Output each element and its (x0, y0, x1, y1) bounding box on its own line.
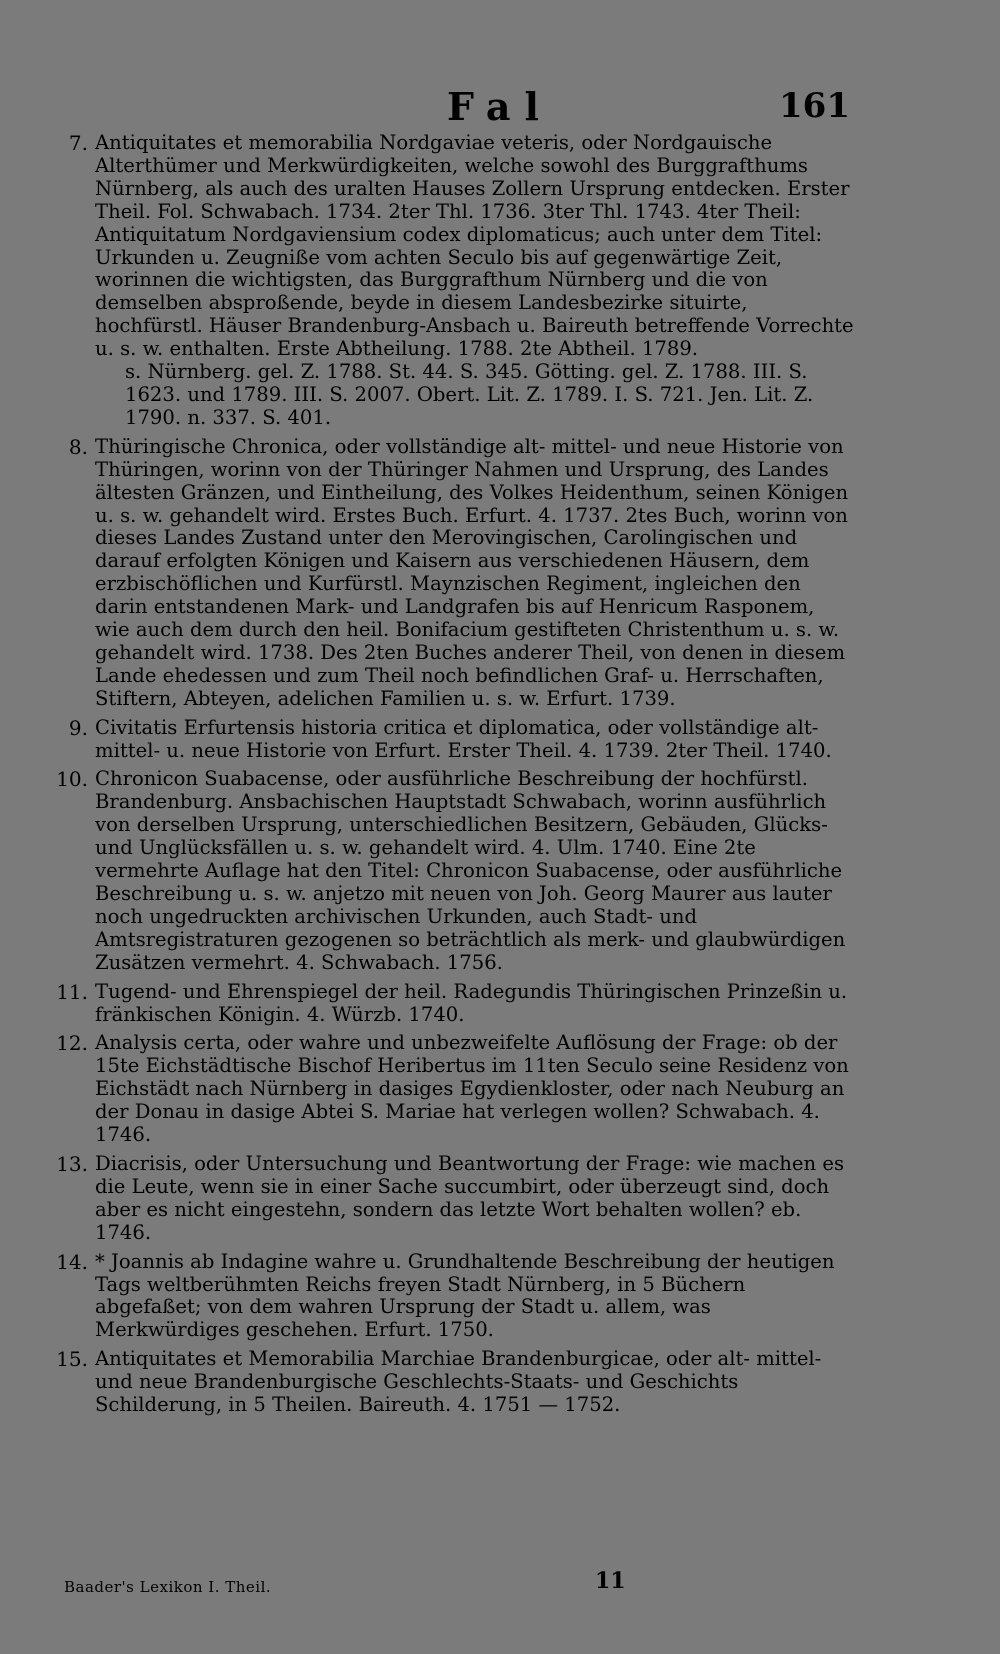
entry-number: 10. (56, 767, 88, 792)
bibliography-list (40, 132, 855, 1423)
entry-text: Civitatis Erfurtensis historia critica et diplomatica, oder vollständige alt- mittel- u. neue Historie von Erfurt. Erster Theil. 4. 1739. 2ter Theil. 1740. (95, 715, 832, 762)
page-number: 161 (779, 86, 850, 126)
entry-text: Chronicon Suabacense, oder ausführliche Beschreibung der hochfürstl. Brandenburg. Ansbachischen Hauptstadt Schwabach, worinn ausführlich von derselben Ursprung, unterschiedlichen Besitzern, Gebäuden, Glücks- und Unglücksfällen u. s. w. gehandelt wird. 4. Ulm. 1740. Eine 2te vermehrte Auflage hat den Titel: Chronicon Suabacense, oder ausführliche Beschreibung u. s. w. anjetzo mit neuen von Joh. Georg Maurer aus lauter noch ungedruckten archivischen Urkunden, auch Stadt- und Amtsregistraturen gezogenen so beträchtlich als merk- und glaubwürdigen Zusätzen vermehrt. 4. Schwabach. 1756. (95, 767, 846, 974)
entry-number: 11. (56, 979, 88, 1004)
entry-text: Tugend- und Ehrenspiegel der heil. Radegundis Thüringischen Prinzeßin u. fränkischen Königin. 4. Würzb. 1740. (95, 979, 848, 1026)
entry-10 (40, 768, 855, 974)
entry-text: Diacrisis, oder Untersuchung und Beantwortung der Frage: wie machen es die Leute, wenn sie in einer Sache succumbirt, oder überzeugt sind, doch aber es nicht eingestehn, sondern das letzte Wort behalten wollen? eb. 1746. (95, 1151, 845, 1244)
entry-13 (40, 1153, 855, 1245)
entry-7 (40, 132, 855, 430)
entry-text: Analysis certa, oder wahre und unbezweifelte Auflösung der Frage: ob der 15te Eichstädtische Bischof Heribertus im 11ten Seculo seine Residenz von Eichstädt nach Nürnberg in dasiges Egydienkloster, oder nach Neuburg an der Donau in dasige Abtei S. Mariae hat verlegen wollen? Schwabach. 4. 1746. (95, 1031, 849, 1147)
entry-9 (40, 717, 855, 763)
entry-number: 7. (68, 131, 88, 155)
entry-number: 13. (56, 1151, 88, 1176)
entry-8 (40, 436, 855, 711)
running-head: Fal (447, 84, 553, 129)
sheet-number: 11 (595, 1568, 626, 1594)
entry-12 (40, 1032, 855, 1147)
entry-number: 14. (56, 1249, 88, 1274)
printer-signature: Baader's Lexikon I. Theil. (64, 1578, 272, 1596)
entry-number: 12. (56, 1031, 88, 1056)
entry-text: Antiquitates et memorabilia Nordgaviae veteris, oder Nordgauische Alterthümer und Merkwürdigkeiten, welche sowohl des Burggrafthums Nürnberg, als auch des uralten Hauses Zollern Ursprung entdecken. Erster Theil. Fol. Schwabach. 1734. 2ter Thl. 1736. 3ter Thl. 1743. 4ter Theil: Antiquitatum Nordgaviensium codex diplomaticus; auch unter dem Titel: Urkunden u. Zeugniße vom achten Seculo bis auf gegenwärtige Zeit, worinnen die wichtigsten, das Burggrafthum Nürnberg und die von demselben absproßende, beyde in diesem Landesbezirke situirte, hochfürstl. Häuser Brandenburg-Ansbach u. Baireuth betreffende Vorrechte u. s. w. enthalten. Erste Abtheilung. 1788. 2te Abtheil. 1789. (95, 131, 854, 361)
entry-number: 15. (56, 1347, 88, 1372)
entry-text: Antiquitates et Memorabilia Marchiae Brandenburgicae, oder alt- mittel- und neue Brandenburgische Geschlechts-Staats- und Geschichts Schilderung, in 5 Theilen. Baireuth. 4. 1751 — 1752. (95, 1347, 822, 1417)
entry-text: * Joannis ab Indagine wahre u. Grundhaltende Beschreibung der heutigen Tags weltberühmten Reichs freyen Stadt Nürnberg, in 5 Büchern abgefaßet; von dem wahren Ursprung der Stadt u. allem, was Merkwürdiges geschehen. Erfurt. 1750. (95, 1249, 835, 1342)
entry-11 (40, 981, 855, 1027)
entry-14 (40, 1251, 855, 1343)
entry-number: 9. (68, 715, 88, 740)
entry-15 (40, 1348, 855, 1417)
entry-text: Thüringische Chronica, oder vollständige alt- mittel- und neue Historie von Thüringen, worinn von der Thüringer Nahmen und Ursprung, des Landes ältesten Gränzen, und Eintheilung, des Volkes Heidenthum, seinen Königen u. s. w. gehandelt wird. Erstes Buch. Erfurt. 4. 1737. 2tes Buch, worinn von dieses Landes Zustand unter den Merovingischen, Carolingischen und darauf erfolgten Königen und Kaisern aus verschiedenen Häusern, dem erzbischöflichen und Kurfürstl. Maynzischen Regiment, ingleichen den darin entstandenen Mark- und Landgrafen bis auf Henricum Rasponem, wie auch dem durch den heil. Bonifacium gestifteten Christenthum u. s. w. gehandelt wird. 1738. Des 2ten Buches anderer Theil, von denen in diesem Lande ehedessen und zum Theil noch befindlichen Graf- u. Herrschaften, Stiftern, Abteyen, adelichen Familien u. s. w. Erfurt. 1739. (95, 434, 849, 710)
entry-number: 8. (68, 434, 88, 459)
entry-reference: s. Nürnberg. gel. Z. 1788. St. 44. S. 345. Götting. gel. Z. 1788. III. S. 1623. und 1789. III. S. 2007. Obert. Lit. Z. 1789. I. S. 721. Jen. Lit. Z. 1790. n. 337. S. 401. (125, 360, 814, 429)
